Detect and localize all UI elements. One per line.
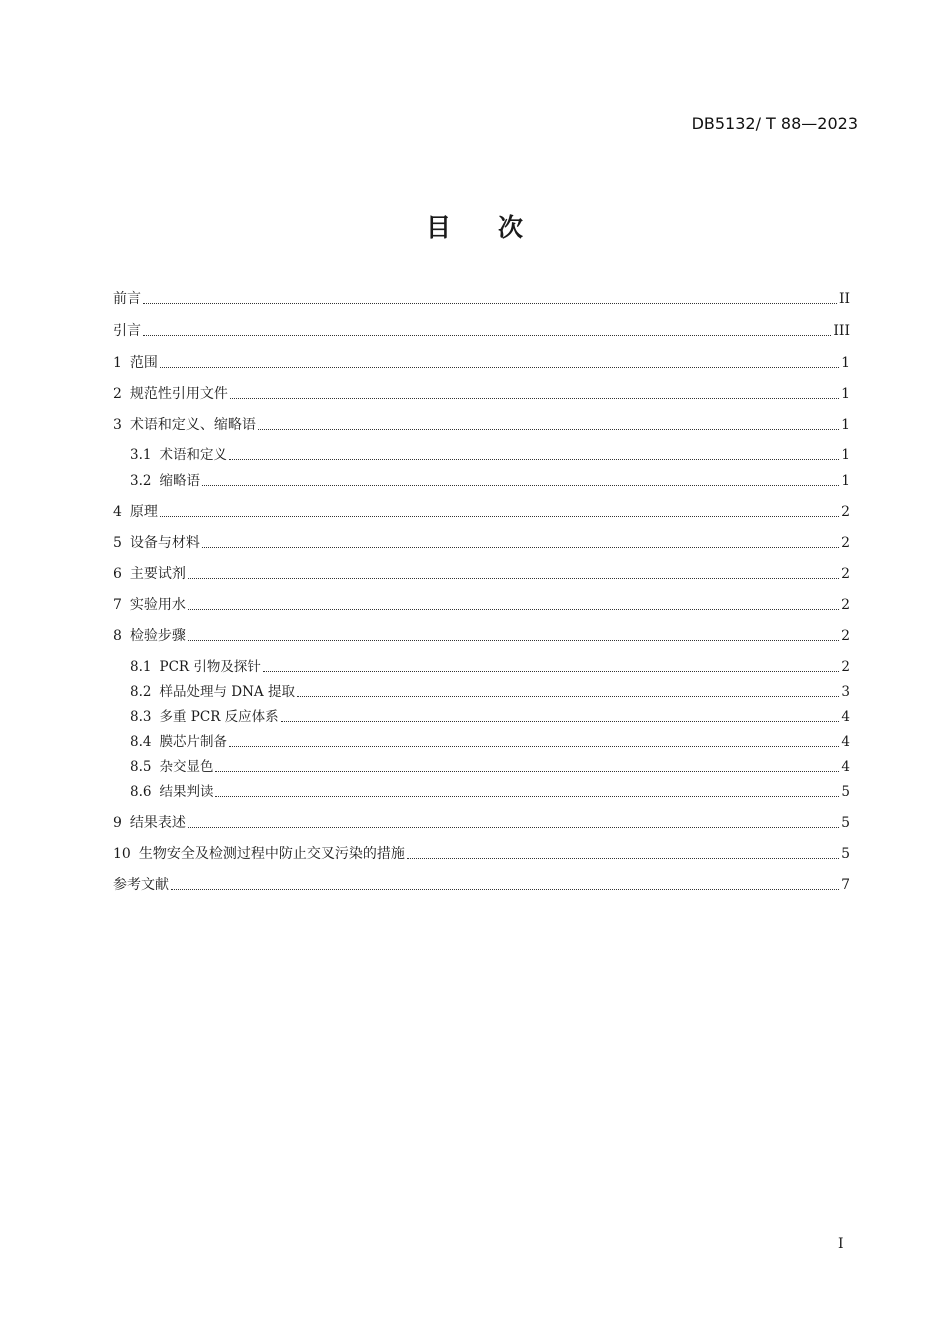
toc-entry-page: 1 <box>841 447 850 463</box>
toc-entry-page: 5 <box>841 784 850 800</box>
toc-entry-number: 10 <box>113 846 131 862</box>
toc-entry-number: 2 <box>113 386 122 402</box>
toc-entry-sample-dna-extraction[interactable] <box>130 681 850 701</box>
standard-code: DB5132/ T 88—2023 <box>691 114 858 133</box>
toc-entry-number: 8 <box>113 628 122 644</box>
toc-entry-label: 引言 <box>113 323 141 339</box>
toc-entry-label: 术语和定义、缩略语 <box>129 417 256 433</box>
toc-title-char-2: 次 <box>498 213 525 242</box>
toc-entry-foreword[interactable] <box>113 288 850 308</box>
toc-entry-laboratory-water[interactable] <box>113 594 850 614</box>
toc-entry-number: 8.4 <box>130 734 152 750</box>
toc-entry-page: 2 <box>841 628 850 644</box>
toc-entry-label: 参考文献 <box>113 877 169 893</box>
dot-leader <box>229 746 839 747</box>
dot-leader <box>160 516 839 517</box>
toc-entry-introduction[interactable] <box>113 320 850 340</box>
toc-entry-label: 规范性引用文件 <box>129 386 228 402</box>
toc-entry-principle[interactable] <box>113 501 850 521</box>
toc-entry-main-reagents[interactable] <box>113 563 850 583</box>
toc-entry-label: 设备与材料 <box>129 535 200 551</box>
dot-leader <box>188 609 839 610</box>
toc-entry-page: 4 <box>841 734 850 750</box>
toc-entry-abbreviations[interactable] <box>130 470 850 490</box>
toc-entry-label: 前言 <box>113 291 141 307</box>
toc-entry-number: 8.2 <box>130 684 152 700</box>
toc-entry-page: 2 <box>841 597 850 613</box>
toc-entry-label: 原理 <box>129 504 158 520</box>
toc-entry-equipment-materials[interactable] <box>113 532 850 552</box>
toc-entry-page: 4 <box>841 709 850 725</box>
toc-entry-number: 6 <box>113 566 122 582</box>
toc-entry-number: 9 <box>113 815 122 831</box>
toc-entry-page: II <box>838 291 850 307</box>
dot-leader <box>188 640 839 641</box>
toc-entry-number: 5 <box>113 535 122 551</box>
dot-leader <box>160 367 839 368</box>
toc-entry-page: III <box>833 323 850 339</box>
dot-leader <box>143 303 837 304</box>
dot-leader <box>188 827 839 828</box>
toc-entry-biosafety[interactable] <box>113 843 850 863</box>
toc-entry-scope[interactable] <box>113 352 850 372</box>
toc-entry-label: 杂交显色 <box>159 759 214 775</box>
toc-entry-multiplex-pcr[interactable] <box>130 706 850 726</box>
dot-leader <box>407 858 839 859</box>
toc-entry-number: 1 <box>113 355 122 371</box>
toc-entry-normative-references[interactable] <box>113 383 850 403</box>
toc-entry-page: 5 <box>841 815 850 831</box>
dot-leader <box>263 671 840 672</box>
dot-leader <box>229 459 839 460</box>
dot-leader <box>215 796 839 797</box>
toc-entry-page: 1 <box>841 473 850 489</box>
toc-entry-page: 1 <box>841 355 850 371</box>
toc-entry-label: 范围 <box>129 355 158 371</box>
toc-entry-page: 4 <box>841 759 850 775</box>
toc-entry-label: PCR 引物及探针 <box>159 659 261 675</box>
dot-leader <box>202 485 839 486</box>
toc-entry-label: 术语和定义 <box>159 447 227 463</box>
toc-entry-number: 3.1 <box>130 447 152 463</box>
dot-leader <box>230 398 839 399</box>
toc-entry-references[interactable] <box>113 874 850 894</box>
toc-entry-number: 8.6 <box>130 784 152 800</box>
toc-entry-number: 3 <box>113 417 122 433</box>
dot-leader <box>143 335 831 336</box>
dot-leader <box>215 771 839 772</box>
dot-leader <box>281 721 840 722</box>
toc-entry-page: 2 <box>841 659 850 675</box>
toc-entry-label: 膜芯片制备 <box>159 734 227 750</box>
toc-entry-result-expression[interactable] <box>113 812 850 832</box>
toc-entry-hybridization[interactable] <box>130 756 850 776</box>
toc-entry-number: 8.3 <box>130 709 152 725</box>
toc-entry-label: 结果判读 <box>159 784 214 800</box>
dot-leader <box>258 429 839 430</box>
toc-entry-number: 3.2 <box>130 473 152 489</box>
toc-entry-result-interpretation[interactable] <box>130 781 850 801</box>
toc-entry-page: 2 <box>841 504 850 520</box>
toc-entry-page: 5 <box>841 846 850 862</box>
toc-entry-page: 2 <box>841 566 850 582</box>
toc-entry-label: 实验用水 <box>129 597 186 613</box>
toc-entry-label: 主要试剂 <box>129 566 186 582</box>
toc-title <box>0 208 950 244</box>
toc-entry-label: 缩略语 <box>159 473 200 489</box>
toc-entry-test-procedure[interactable] <box>113 625 850 645</box>
toc-entry-pcr-primers[interactable] <box>130 656 850 676</box>
toc-entry-number: 8.1 <box>130 659 152 675</box>
toc-entry-number: 8.5 <box>130 759 152 775</box>
toc-title-char-1: 目 <box>425 213 452 242</box>
toc-entry-page: 1 <box>841 417 850 433</box>
toc-entry-number: 7 <box>113 597 122 613</box>
toc-entry-label: 检验步骤 <box>129 628 186 644</box>
toc-entry-page: 7 <box>841 877 850 893</box>
dot-leader <box>188 578 839 579</box>
dot-leader <box>202 547 839 548</box>
toc-entry-label: 生物安全及检测过程中防止交叉污染的措施 <box>138 846 405 862</box>
toc-entry-terms-definitions[interactable] <box>130 444 850 464</box>
toc-entry-label: 结果表述 <box>129 815 186 831</box>
toc-entry-label: 多重 PCR 反应体系 <box>159 709 279 725</box>
toc-entry-page: 1 <box>841 386 850 402</box>
page-number: I <box>838 1236 844 1252</box>
toc-entry-label: 样品处理与 DNA 提取 <box>159 684 295 700</box>
toc-entry-terms-abbreviations[interactable] <box>113 414 850 434</box>
toc-entry-membrane-chip[interactable] <box>130 731 850 751</box>
dot-leader <box>171 889 839 890</box>
toc-entry-page: 3 <box>841 684 850 700</box>
toc-entry-number: 4 <box>113 504 122 520</box>
dot-leader <box>297 696 839 697</box>
toc-entry-page: 2 <box>841 535 850 551</box>
